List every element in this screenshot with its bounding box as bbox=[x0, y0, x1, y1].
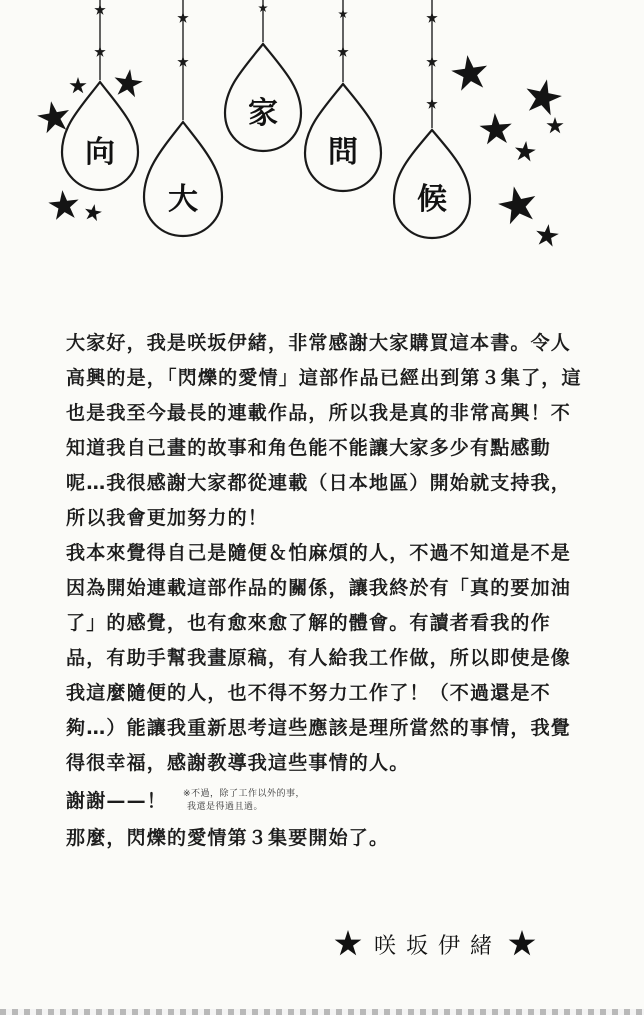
star-icon bbox=[334, 930, 362, 958]
page-edge bbox=[0, 1009, 644, 1015]
drop-2 bbox=[144, 122, 222, 236]
letter-body bbox=[66, 326, 586, 856]
thanks-text: 謝謝——！ bbox=[66, 789, 168, 812]
author-name: 咲坂伊緒 bbox=[374, 933, 503, 959]
drop-char-1: 向 bbox=[85, 135, 115, 170]
paragraph-closing: 那麼，閃爍的愛情第３集要開始了。 bbox=[66, 827, 390, 849]
footnote bbox=[183, 788, 305, 814]
thanks-row bbox=[66, 781, 586, 821]
drop-char-2: 大 bbox=[168, 182, 198, 217]
footnote-line-2: 我還是得過且過。 bbox=[187, 802, 264, 812]
paragraph-greeting: 大家好，我是咲坂伊緒，非常感謝大家購買這本書。令人高興的是，「閃爍的愛情」這部作品已經出到第３集了，這也是我至今最長的連載作品，所以我是真的非常高興！不知道我自己畫的故事和角色能不能讓大家多少有點感動呢…我很感謝大家都從連載（日本地區）開始就支持我，所以我會更加努力的！ bbox=[66, 332, 582, 529]
drop-char-5: 候 bbox=[417, 182, 447, 217]
drop-char-3: 家 bbox=[248, 96, 278, 131]
paragraph-reflection: 我本來覺得自己是隨便＆怕麻煩的人，不過不知道是不是因為開始連載這部作品的關係，讓我終於有「真的要加油了」的感覺，也有愈來愈了解的體會。有讀者看我的作品，有助手幫我畫原稿，有人給我工作做，所以即使是像我這麼隨便的人，也不得不努力工作了！（不過還是不夠…）能讓我重新思考這些應該是理所當然的事情，我覺得很幸福，感謝教導我這些事情的人。 bbox=[66, 542, 572, 774]
drop-char-4: 問 bbox=[328, 135, 358, 170]
header-illustration bbox=[0, 0, 644, 270]
star-icon bbox=[508, 930, 536, 958]
signature bbox=[334, 924, 554, 964]
footnote-line-1: ※不過，除了工作以外的事， bbox=[183, 789, 306, 799]
